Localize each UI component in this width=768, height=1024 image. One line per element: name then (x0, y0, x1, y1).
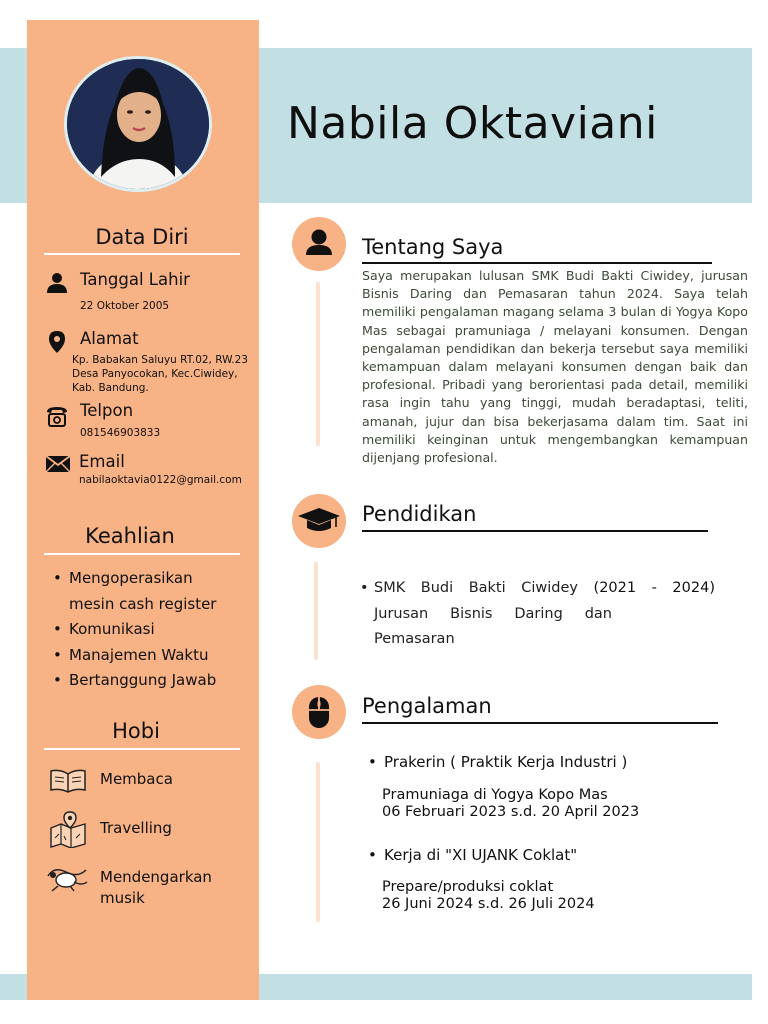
experience-title: Pengalaman (362, 694, 492, 718)
phone-value: 081546903833 (80, 427, 161, 439)
hobby-music-line-2: musik (100, 889, 145, 907)
about-divider (362, 262, 712, 264)
birth-label: Tanggal Lahir (80, 270, 190, 289)
education-divider (362, 530, 708, 532)
hobbies-heading: Hobi (112, 719, 160, 743)
list-item: mesin cash register (69, 594, 217, 613)
telephone-icon (45, 405, 71, 427)
address-line-2: Desa Panyocokan, Kec.Ciwidey, (72, 368, 238, 380)
education-school: SMK Budi Bakti Ciwidey (2021 - 2024) (374, 580, 715, 596)
experience-item-1-title: • Prakerin ( Praktik Kerja Industri ) (368, 753, 628, 771)
experience-divider (362, 722, 718, 724)
about-timeline (316, 282, 320, 446)
education-major-line-1: Jurusan Bisnis Daring dan (374, 605, 612, 622)
education-major-line-2: Pemasaran (374, 631, 455, 647)
map-icon (48, 810, 88, 848)
profile-photo (64, 56, 212, 192)
skills-list (53, 566, 243, 694)
experience-icon-badge (292, 685, 346, 739)
education-entry: • SMK Budi Bakti Ciwidey (2021 - 2024) Jurusan Bisnis Daring dan Pemasaran (360, 576, 715, 653)
about-text: Saya merupakan lulusan SMK Budi Bakti Ciwidey, jurusan Bisnis Daring dan Pemasaran tahun 2024. Saya telah memiliki pengalaman magang selama 3 bulan di Yogya Kopo Mas sebagai pramuniaga / melayani konsumen. Dengan pengalaman pendidikan dan bekerja tersebut saya memiliki kemampuan dalam melayani konsumen dengan baik dan profesional. Pribadi yang berorientasi pada detail, memiliki rasa ingin tahu yang tinggi, mudah beradaptasi, teliti, amanah, jujur dan bisa bekerjasama dalam tim. Saat ini memiliki keinginan untuk mengembangkan kemampuan dijenjang profesional. (362, 268, 748, 466)
data-diri-heading: Data Diri (95, 225, 189, 249)
experience-item-2-period: 26 Juni 2024 s.d. 26 Juli 2024 (382, 896, 595, 912)
address-line-1: Kp. Babakan Saluyu RT.02, RW.23 (72, 354, 248, 366)
education-period: (2021 - 2024) (593, 580, 715, 596)
education-title: Pendidikan (362, 502, 477, 526)
email-label: Email (79, 452, 125, 471)
mouse-icon (292, 685, 346, 739)
list-item: • Manajemen Waktu (53, 645, 209, 664)
experience-item-2-role: Prepare/produksi coklat (382, 879, 554, 895)
about-icon-badge (292, 217, 346, 271)
about-title: Tentang Saya (362, 235, 504, 259)
skills-heading: Keahlian (85, 524, 175, 548)
education-icon-badge (292, 494, 346, 548)
data-diri-divider (44, 253, 240, 255)
phone-label: Telpon (80, 401, 134, 420)
skills-divider (44, 553, 240, 555)
hobbies-divider (44, 748, 240, 750)
person-icon (292, 217, 346, 271)
list-item: • Bertanggung Jawab (53, 671, 217, 689)
list-item: • Komunikasi (53, 620, 155, 638)
experience-item-1-role: Pramuniaga di Yogya Kopo Mas (382, 787, 608, 803)
location-pin-icon (45, 330, 71, 352)
book-icon (48, 768, 88, 794)
envelope-icon (45, 455, 71, 477)
email-value: nabilaoktavia0122@gmail.com (79, 474, 242, 486)
person-icon (45, 272, 71, 294)
experience-item-2-title: • Kerja di "XI UJANK Coklat" (368, 846, 578, 864)
education-timeline (314, 562, 318, 660)
full-name: Nabila Oktaviani (287, 98, 658, 149)
list-item: • Mengoperasikan (53, 569, 193, 587)
experience-item-1-period: 06 Februari 2023 s.d. 20 April 2023 (382, 804, 640, 820)
birth-value: 22 Oktober 2005 (80, 300, 170, 312)
address-line-3: Kab. Bandung. (72, 382, 149, 394)
hobby-music-line-1: Mendengarkan (100, 868, 212, 886)
graduation-cap-icon (292, 494, 346, 548)
hobby-reading: Membaca (100, 770, 173, 788)
hobby-travelling: Travelling (100, 819, 172, 837)
headphones-icon (44, 864, 90, 892)
experience-timeline (316, 762, 320, 922)
address-label: Alamat (80, 329, 139, 348)
